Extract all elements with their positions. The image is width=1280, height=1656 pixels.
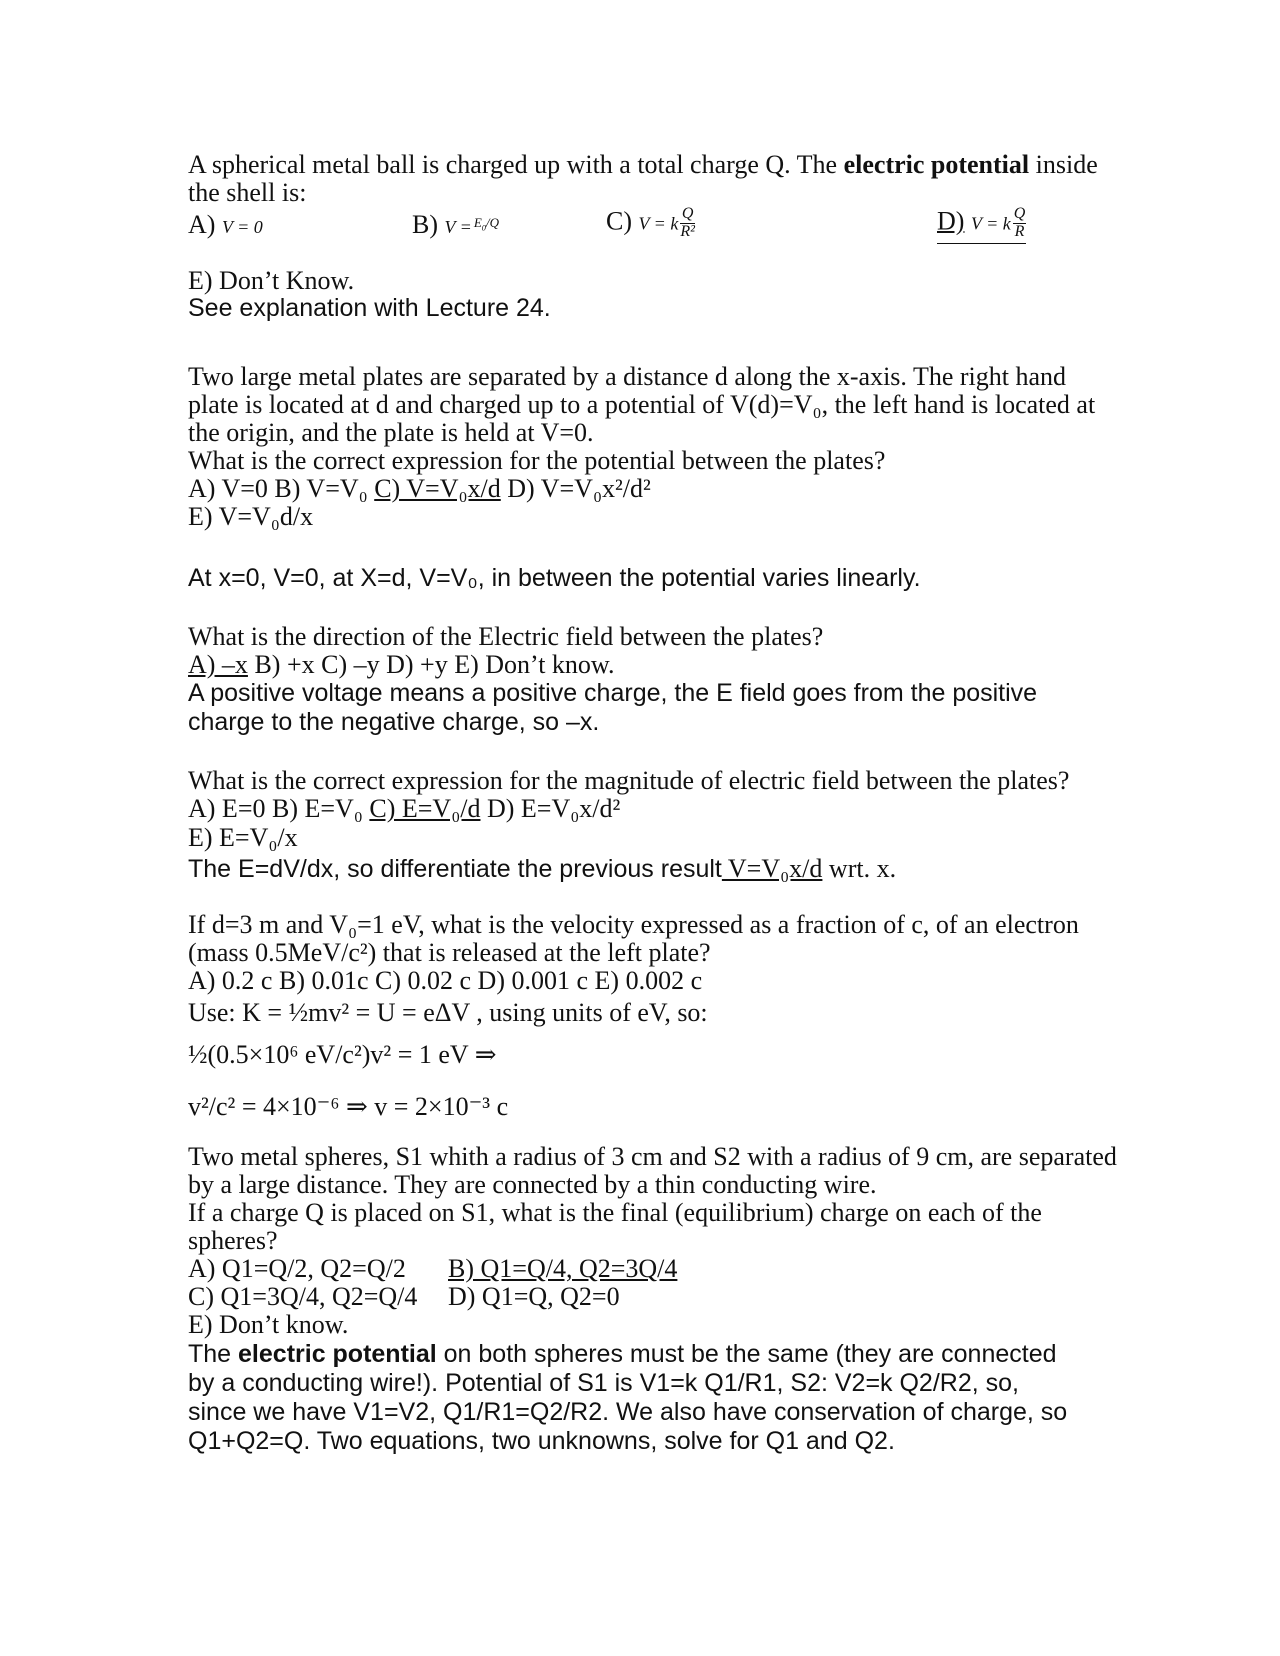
q2-line3: the origin, and the plate is held at V=0. <box>188 418 594 447</box>
q6-explain2: by a conducting wire!). Potential of S1 is V1=k Q1/R1, S2: V2=k Q2/R2, so, <box>188 1369 1019 1397</box>
q4-option-d: D) E=V₀x/d² <box>480 794 621 823</box>
q1-option-d-num: Q <box>1013 205 1026 222</box>
q2-options <box>188 476 651 502</box>
q4-explain-tail: wrt. x. <box>822 854 897 883</box>
q3-explain2: charge to the negative charge, so –x. <box>188 708 600 736</box>
q1-option-c <box>606 206 695 241</box>
q2-option-d: D) V=V₀x²/d² <box>500 474 651 503</box>
q1-line1 <box>188 152 1098 178</box>
q6-line2: by a large distance. They are connected by a thin conducting wire. <box>188 1170 877 1199</box>
q5-options: A) 0.2 c B) 0.01c C) 0.02 c D) 0.001 c E) 0.002 c <box>188 966 703 995</box>
q3-option-a-correct: A) –x <box>188 650 248 679</box>
q6-line4: spheres? <box>188 1226 278 1255</box>
q1-option-b-sub: 0 <box>481 222 486 233</box>
q3-options <box>188 652 615 678</box>
q4-question: What is the correct expression for the magnitude of electric field between the plates? <box>188 766 1070 795</box>
q6-explain1 <box>188 1342 1057 1367</box>
q6-explain3: since we have V1=V2, Q1/R1=Q2/R2. We also have conservation of charge, so <box>188 1398 1068 1426</box>
q1-option-d-label: D) <box>937 206 965 236</box>
q6-explain1-bold: electric potential <box>238 1340 437 1368</box>
q1-option-d-correct <box>937 206 1026 244</box>
q5-use-line: Use: K = ½mv² = U = eΔV , using units of eV, so: <box>188 998 708 1027</box>
q1-option-c-den: R² <box>680 222 695 240</box>
q1-text-b: inside <box>1029 150 1098 179</box>
q2-line2: plate is located at d and charged up to a potential of V(d)=V₀, the left hand is located at <box>188 390 1096 419</box>
q4-option-e: E) E=V₀/x <box>188 823 298 852</box>
q4-explain-text: The E=dV/dx, so differentiate the previous result <box>188 855 722 883</box>
q1-option-c-label: C) <box>606 206 632 236</box>
q6-option-a: A) Q1=Q/2, Q2=Q/2 <box>188 1254 406 1283</box>
q5-line2: (mass 0.5MeV/c²) that is released at the left plate? <box>188 938 711 967</box>
q6-option-b-correct: B) Q1=Q/4, Q2=3Q/4 <box>448 1254 678 1283</box>
q1-option-a-math: V = 0 <box>221 217 263 237</box>
q3-question: What is the direction of the Electric field between the plates? <box>188 622 824 651</box>
q2-line1: Two large metal plates are separated by a distance d along the x-axis. The right hand <box>188 362 1067 391</box>
q5-line1: If d=3 m and V₀=1 eV, what is the velocity expressed as a fraction of c, of an electron <box>188 910 1079 939</box>
q1-option-b-math: V = <box>444 217 472 237</box>
q6-line3: If a charge Q is placed on S1, what is the final (equilibrium) charge on each of the <box>188 1198 1042 1227</box>
q6-explain4: Q1+Q2=Q. Two equations, two unknowns, solve for Q1 and Q2. <box>188 1427 895 1455</box>
q1-option-b-den: Q <box>489 214 500 230</box>
q1-option-d-frac <box>1013 206 1027 241</box>
q1-option-d-math: V = k <box>970 213 1011 234</box>
q1-bold-term: electric potential <box>843 150 1030 179</box>
q3-explain1: A positive voltage means a positive charge, the E field goes from the positive <box>188 679 1038 707</box>
q1-option-b <box>412 212 499 238</box>
q1-option-b-frac: $E_0/Q$ <box>473 214 500 233</box>
q2-option-e: E) V=V₀d/x <box>188 502 314 531</box>
q4-option-c-correct: C) E=V₀/d <box>369 794 481 823</box>
q2-options-ab: A) V=0 B) V=V₀ <box>188 474 375 503</box>
q2-answer: At x=0, V=0, at X=d, V=V₀, in between the potential varies linearly. <box>188 564 921 592</box>
q1-option-b-num: E <box>473 214 482 230</box>
q1-explanation: See explanation with Lecture 24. <box>188 294 551 322</box>
q2-question: What is the correct expression for the potential between the plates? <box>188 446 886 475</box>
q4-options <box>188 796 620 822</box>
q6-option-e: E) Don’t know. <box>188 1310 349 1339</box>
q1-option-b-label: B) <box>412 210 438 239</box>
q1-option-e: E) Don’t Know. <box>188 266 355 295</box>
q6-option-d: D) Q1=Q, Q2=0 <box>448 1282 620 1311</box>
q1-option-d-den: R <box>1014 222 1025 240</box>
q6-explain1-b: on both spheres must be the same (they are connected <box>436 1340 1057 1368</box>
q5-equation1: ½(0.5×10⁶ eV/c²)v² = 1 eV ⇒ <box>188 1040 497 1069</box>
q4-options-ab: A) E=0 B) E=V₀ <box>188 794 370 823</box>
q5-equation2: v²/c² = 4×10⁻⁶ ⇒ v = 2×10⁻³ c <box>188 1092 509 1121</box>
q1-option-a <box>188 212 263 238</box>
q4-explanation <box>188 856 896 882</box>
q1-text-a: A spherical metal ball is charged up with a total charge Q. The <box>188 150 844 179</box>
q3-options-rest: B) +x C) –y D) +y E) Don’t know. <box>247 650 615 679</box>
q6-line1: Two metal spheres, S1 whith a radius of 3 cm and S2 with a radius of 9 cm, are separated <box>188 1142 1117 1171</box>
q1-line2: the shell is: <box>188 178 307 207</box>
q1-option-c-frac <box>680 206 695 241</box>
q1-option-a-label: A) <box>188 210 216 239</box>
q1-option-c-math: V = k <box>638 213 679 234</box>
q4-explain-math: V=V₀x/d <box>721 854 823 883</box>
q6-option-c: C) Q1=3Q/4, Q2=Q/4 <box>188 1282 418 1311</box>
q6-explain1-a: The <box>188 1340 239 1368</box>
q2-option-c-correct: C) V=V₀x/d <box>374 474 501 503</box>
q1-option-c-num: Q <box>681 205 694 222</box>
